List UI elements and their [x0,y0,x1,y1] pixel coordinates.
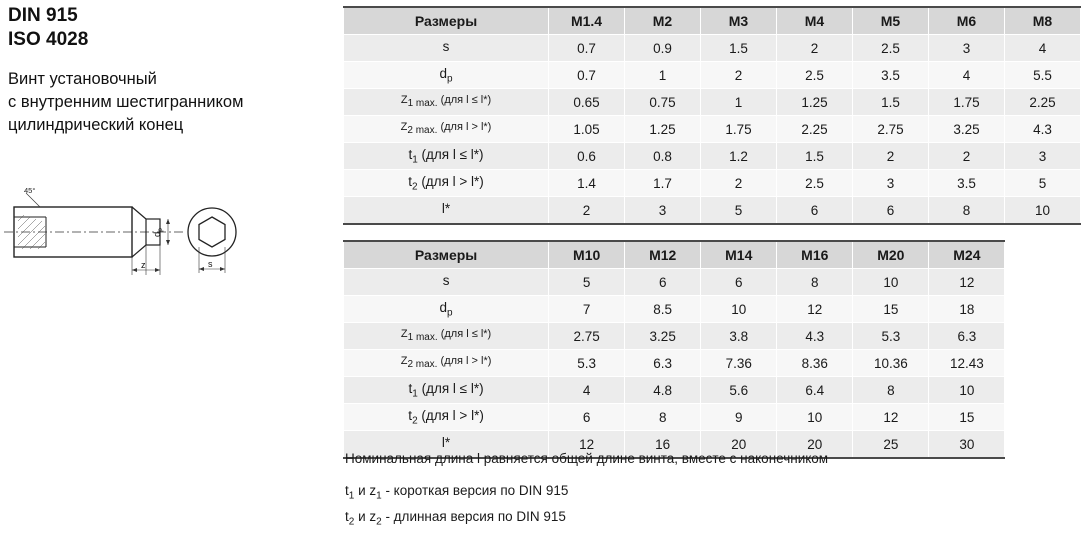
note-short-version: $t_1$ и $z_1$ - короткая версия по DIN 915 [345,483,569,502]
cell: 0.65 [549,89,625,116]
cell: 10 [1005,197,1081,225]
cell: 1 [625,62,701,89]
cell: 4.8 [625,377,701,404]
cell: 4.3 [777,323,853,350]
cell: 1.5 [777,143,853,170]
cell: 15 [929,404,1005,431]
table1-header-1: M1.4 [549,7,625,35]
table2-header-5: M20 [853,241,929,269]
cell: 1 [701,89,777,116]
cell: 6 [853,197,929,225]
cell: 4.3 [1005,116,1081,143]
cell: 2 [853,143,929,170]
table-row [344,116,1081,143]
row-label: $t_1$ (для l ≤ l*) [344,143,549,170]
cell: 20 [777,431,853,459]
table1-header-3: M3 [701,7,777,35]
table-row [344,89,1081,116]
cell: 9 [701,404,777,431]
cell: 7.36 [701,350,777,377]
cell: 4 [929,62,1005,89]
cell: 2.75 [853,116,929,143]
cell: 1.5 [701,35,777,62]
cell: 12.43 [929,350,1005,377]
row-label: $d_p$ [344,296,549,323]
product-description [8,68,338,137]
dimensions-table-1 [343,6,1081,225]
cell: 12 [853,404,929,431]
cell: 2 [777,35,853,62]
cell: 18 [929,296,1005,323]
note-long-version: $t_2$ и $z_2$ - длинная версия по DIN 915 [345,508,566,528]
cell: 10 [929,377,1005,404]
cell: 12 [549,431,625,459]
cell: 2 [549,197,625,225]
cell: 5.5 [1005,62,1081,89]
cell [1005,404,1081,431]
note-nominal-length: Номинальная длина l равняется общей длине винта, вместе с наконечником [345,451,829,466]
row-label: Z2 max. (для l > l*) [344,116,549,143]
cell [1005,323,1081,350]
table-row [344,269,1082,296]
cell: 12 [929,269,1005,296]
cell [1005,377,1081,404]
table-row [344,35,1081,62]
set-screw-drawing-svg [0,185,340,285]
cell: 6 [549,404,625,431]
standard-din: DIN 915 [8,5,78,26]
cell: 1.25 [625,116,701,143]
row-label: l* [344,197,549,225]
cell [1005,296,1081,323]
table2-header-3: M14 [701,241,777,269]
table-row [344,350,1082,377]
standard-iso: ISO 4028 [8,29,89,50]
row-label: Z1 max. (для l ≤ l*) [344,323,549,350]
cell: 25 [853,431,929,459]
cell: 8 [625,404,701,431]
row-label: $d_p$ [344,62,549,89]
description-line-3: цилиндрический конец [8,116,184,134]
cell: 6 [777,197,853,225]
cell: 3 [1005,143,1081,170]
row-label: $t_2$ (для l > l*) [344,170,549,197]
cell: 2.75 [549,323,625,350]
cell: 3 [929,35,1005,62]
cell: 4 [549,377,625,404]
table2-header-4: M16 [777,241,853,269]
cell: 30 [929,431,1005,459]
cell: 0.75 [625,89,701,116]
cell: 8.36 [777,350,853,377]
cell: 0.8 [625,143,701,170]
dim-dp-label: $d_p$ [152,228,164,237]
cell: 6 [625,269,701,296]
row-label: $t_2$ (для l > l*) [344,404,549,431]
cell: 0.7 [549,35,625,62]
cell: 2.5 [853,35,929,62]
dimensions-table-2-wrapper [343,240,1081,459]
cell: 3 [853,170,929,197]
table2-header-2: M12 [625,241,701,269]
cell: 1.25 [777,89,853,116]
cell: 2.25 [1005,89,1081,116]
cell: 10 [853,269,929,296]
description-line-1: Винт установочный [8,70,157,88]
table-row [344,377,1082,404]
cell: 5 [701,197,777,225]
cell: 3 [625,197,701,225]
table-row [344,62,1081,89]
cell: 4 [1005,35,1081,62]
cell: 8 [777,269,853,296]
cell [1005,350,1081,377]
table-row [344,143,1081,170]
cell: 3.5 [929,170,1005,197]
row-label: Z1 max. (для l ≤ l*) [344,89,549,116]
table2-header-6: M24 [929,241,1005,269]
cell: 3.5 [853,62,929,89]
table-header-row [344,7,1081,35]
table1-header-0: Размеры [344,7,549,35]
cell: 10.36 [853,350,929,377]
cell: 8 [853,377,929,404]
cell: 10 [701,296,777,323]
table1-header-6: M6 [929,7,1005,35]
cell: 1.5 [853,89,929,116]
cell: 1.7 [625,170,701,197]
cell: 2 [701,170,777,197]
cell: 16 [625,431,701,459]
cell: 3.8 [701,323,777,350]
table2-header-7 [1005,241,1081,269]
dimensions-table-2 [343,240,1081,459]
angle-label: 45° [24,186,36,195]
cell: 3.25 [625,323,701,350]
dim-s-label: s [208,259,213,269]
cell: 12 [777,296,853,323]
table-row [344,323,1082,350]
cell: 6 [701,269,777,296]
cell: 1.75 [701,116,777,143]
description-line-2: с внутренним шестигранником [8,93,244,111]
cell: 8 [929,197,1005,225]
table1-header-2: M2 [625,7,701,35]
cell: 0.9 [625,35,701,62]
table-row [344,170,1081,197]
table1-header-4: M4 [777,7,853,35]
cell: 5.3 [853,323,929,350]
cell: 1.05 [549,116,625,143]
cell: 10 [777,404,853,431]
left-info-panel [8,4,338,137]
cell: 2.5 [777,62,853,89]
standard-title [8,4,338,52]
table-row [344,197,1081,225]
cell: 0.6 [549,143,625,170]
cell: 7 [549,296,625,323]
cell: 1.75 [929,89,1005,116]
cell: 2 [929,143,1005,170]
cell: 5.6 [701,377,777,404]
cell: 5 [1005,170,1081,197]
cell: 6.3 [625,350,701,377]
cell: 20 [701,431,777,459]
table-row [344,296,1082,323]
row-label: l* [344,431,549,459]
cell: 8.5 [625,296,701,323]
cell: 1.4 [549,170,625,197]
row-label: s [344,35,549,62]
table1-header-5: M5 [853,7,929,35]
cell [1005,269,1081,296]
cell: 2.25 [777,116,853,143]
table-row [344,404,1082,431]
cell: 5 [549,269,625,296]
cell: 15 [853,296,929,323]
row-label: $t_1$ (для l ≤ l*) [344,377,549,404]
footnotes [345,450,1075,533]
table2-header-1: M10 [549,241,625,269]
cell: 6.4 [777,377,853,404]
cell: 3.25 [929,116,1005,143]
cell: 6.3 [929,323,1005,350]
row-label: s [344,269,549,296]
cell: 1.2 [701,143,777,170]
dim-z-label: z [141,260,146,270]
cell: 2 [701,62,777,89]
dimensions-table-1-wrapper [343,6,1081,225]
cell: 5.3 [549,350,625,377]
row-label: Z2 max. (для l > l*) [344,350,549,377]
table1-header-7: M8 [1005,7,1081,35]
cell: 2.5 [777,170,853,197]
table2-header-0: Размеры [344,241,549,269]
table-header-row [344,241,1082,269]
technical-drawing [0,185,340,285]
cell: 0.7 [549,62,625,89]
